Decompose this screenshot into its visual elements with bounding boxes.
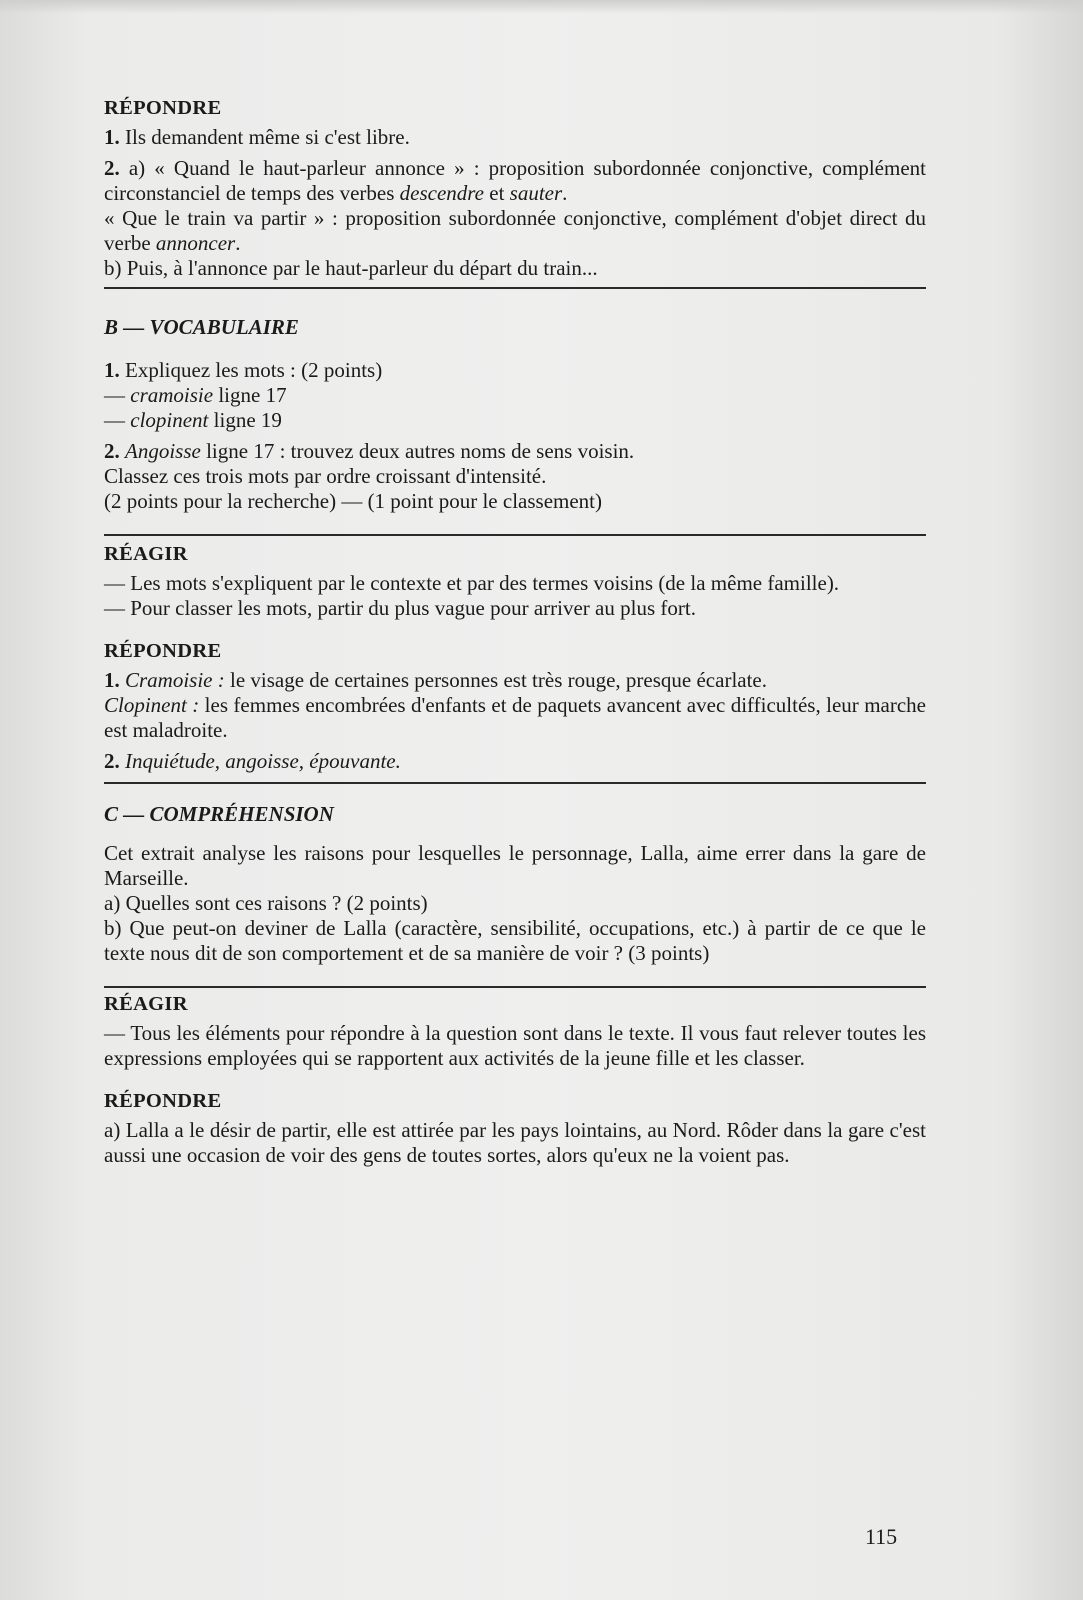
question-2: [104, 439, 926, 464]
answer-clopinent: [104, 693, 926, 743]
question-1: [104, 358, 926, 383]
term: Angoisse: [125, 439, 201, 463]
section-heading: RÉAGIR: [104, 543, 188, 565]
tip-1: — Les mots s'expliquent par le contexte et par des termes voisins (de la même famille).: [104, 571, 840, 595]
answer-1-text: Ils demandent même si c'est libre.: [125, 125, 410, 149]
punct: .: [235, 231, 241, 255]
page-content: [104, 96, 926, 1168]
section-divider: [104, 287, 926, 289]
section-title: B — VOCABULAIRE: [104, 315, 299, 339]
section-heading: RÉPONDRE: [104, 97, 222, 119]
answer-2a-conj: et: [484, 181, 510, 205]
page-top-shadow: [0, 0, 1083, 14]
question-2-text: ligne 17 : trouvez deux autres noms de sens voisin.: [200, 439, 635, 463]
item-number: 2.: [104, 439, 120, 463]
section-divider: [104, 534, 926, 536]
question-1-text: Expliquez les mots : (2 points): [119, 358, 383, 382]
answer-2b: b) Puis, à l'annonce par le haut-parleur du départ du train...: [104, 256, 598, 280]
section-heading: RÉAGIR: [104, 993, 188, 1015]
word-cramoisie: [104, 383, 926, 408]
dash: —: [104, 408, 131, 432]
vocabulaire-section: [104, 315, 926, 536]
line-ref: ligne 19: [208, 408, 282, 432]
page-number: 115: [865, 1524, 898, 1549]
term: Cramoisie :: [125, 668, 225, 692]
question-2-instruction: Classez ces trois mots par ordre croissant d'intensité.: [104, 464, 547, 488]
synonyms: Inquiétude, angoisse, épouvante.: [125, 749, 401, 773]
section-divider: [104, 986, 926, 988]
section-divider: [104, 782, 926, 784]
comprehension-intro: Cet extrait analyse les raisons pour lesquelles le personnage, Lalla, aime errer dans la gare de Marseille.: [104, 841, 926, 890]
answer-synonyms: [104, 749, 926, 774]
definition: les femmes encombrées d'enfants et de paquets avancent avec difficultés, leur marche est maladroite.: [104, 693, 926, 742]
item-number: 1.: [104, 358, 120, 382]
section-heading: RÉPONDRE: [104, 1090, 222, 1112]
answer-2a: [104, 156, 926, 206]
repondre-section-3: [104, 1089, 926, 1168]
punct: .: [562, 181, 568, 205]
item-number: 2.: [104, 156, 120, 180]
item-number: 2.: [104, 749, 120, 773]
word-clopinent: [104, 408, 926, 433]
term: Clopinent :: [104, 693, 200, 717]
answer-2a-cont-text: « Que le train va partir » : proposition subordonnée conjonctive, complément d'objet direct du verbe: [104, 206, 926, 255]
line-ref: ligne 17: [213, 383, 287, 407]
reagir-section-1: [104, 542, 926, 621]
answer-2a-cont: [104, 206, 926, 256]
tip: — Tous les éléments pour répondre à la question sont dans le texte. Il vous faut relever toutes les expressions employées qui se rapportent aux activités de la jeune fille et les classer.: [104, 1021, 926, 1070]
tip-2: — Pour classer les mots, partir du plus vague pour arriver au plus fort.: [104, 596, 696, 620]
definition: le visage de certaines personnes est très rouge, presque écarlate.: [224, 668, 768, 692]
term-annoncer: annoncer: [155, 231, 236, 255]
reagir-section-2: [104, 992, 926, 1071]
item-number: 1.: [104, 668, 120, 692]
item-number: 1.: [104, 125, 120, 149]
term-descendre: descendre: [399, 181, 484, 205]
comprehension-section: [104, 802, 926, 988]
answer-a: a) Lalla a le désir de partir, elle est attirée par les pays lointains, au Nord. Rôder dans la gare c'est aussi une occasion de voir des gens de toutes sortes, alors qu'eux ne la voient pas.: [104, 1118, 926, 1167]
question-a: a) Quelles sont ces raisons ? (2 points): [104, 891, 428, 915]
answer-1: [104, 125, 926, 150]
question-b: b) Que peut-on deviner de Lalla (caractère, sensibilité, occupations, etc.) à partir de ce que le texte nous dit de son comportement et de sa manière de voir ? (3 points): [104, 916, 926, 965]
repondre-section-2: [104, 639, 926, 784]
section-heading: RÉPONDRE: [104, 640, 222, 662]
term-sauter: sauter: [509, 181, 563, 205]
repondre-section-1: [104, 96, 926, 289]
answer-cramoisie: [104, 668, 926, 693]
question-2-scoring: (2 points pour la recherche) — (1 point pour le classement): [104, 489, 603, 513]
term: clopinent: [130, 408, 209, 432]
answer-2a-text: a) « Quand le haut-parleur annonce » : proposition subordonnée conjonctive, complément circonstanciel de temps des verbes: [104, 156, 926, 205]
dash: —: [104, 383, 131, 407]
section-title: C — COMPRÉHENSION: [104, 802, 334, 826]
term: cramoisie: [130, 383, 214, 407]
